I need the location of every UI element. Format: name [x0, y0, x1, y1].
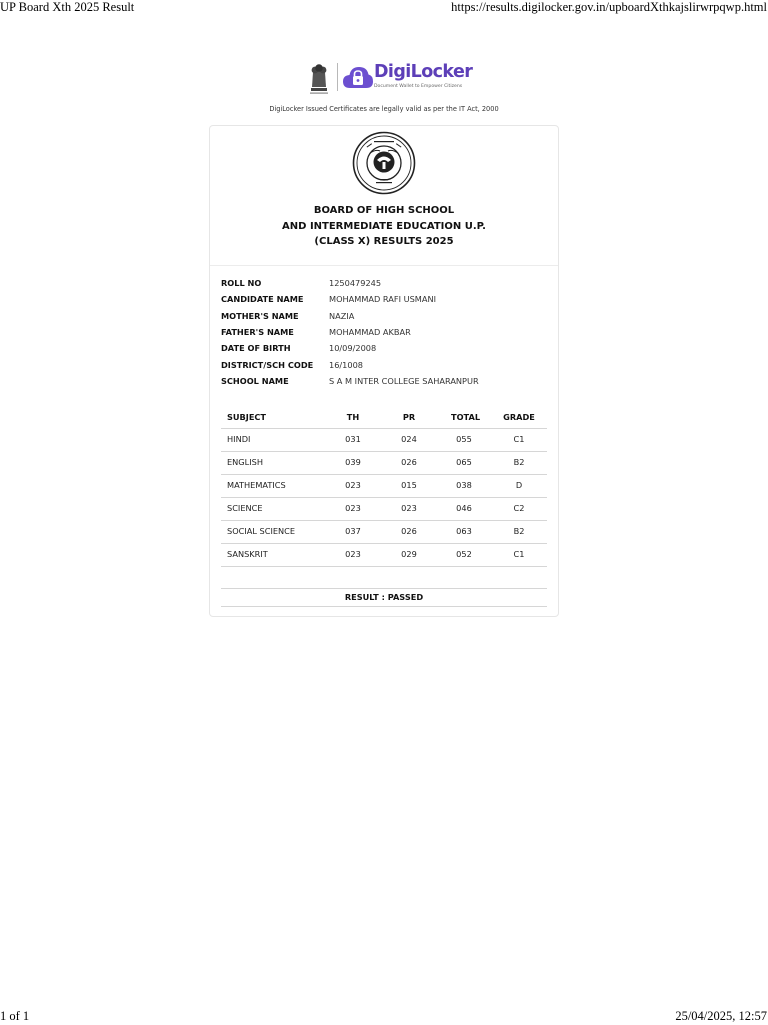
grade-cell: C1: [513, 434, 525, 444]
grade-cell: B2: [513, 526, 525, 536]
practical-marks-cell: 026: [401, 526, 417, 536]
theory-marks-cell: 037: [345, 526, 361, 536]
column-header-grade: GRADE: [503, 412, 535, 422]
info-value: 16/1008: [329, 360, 364, 370]
subject-cell: SCIENCE: [227, 503, 263, 513]
page-title: UP Board Xth 2025 Result: [0, 0, 135, 14]
grade-cell: D: [515, 480, 523, 490]
practical-marks-cell: 029: [401, 549, 417, 559]
print-footer: [0, 1009, 768, 1025]
practical-marks-cell: 015: [401, 480, 417, 490]
column-header-pr: PR: [402, 412, 416, 422]
practical-marks-cell: 023: [401, 503, 417, 513]
info-label: CANDIDATE NAME: [221, 294, 304, 304]
theory-marks-cell: 023: [345, 549, 361, 559]
table-row: [221, 543, 547, 567]
info-label: FATHER'S NAME: [221, 327, 294, 337]
info-value: 1250479245: [329, 278, 382, 288]
grade-cell: C2: [513, 503, 525, 513]
result-status: RESULT : PASSED: [221, 588, 547, 607]
page-counter: 1 of 1: [0, 1009, 30, 1023]
column-header-total: TOTAL: [451, 412, 481, 422]
total-marks-cell: 052: [456, 549, 472, 559]
board-title: [210, 203, 558, 250]
practical-marks-cell: 026: [401, 457, 417, 467]
board-title-line-2: AND INTERMEDIATE EDUCATION U.P.: [282, 220, 486, 232]
theory-marks-cell: 031: [345, 434, 361, 444]
print-header: [0, 0, 768, 16]
brand-tagline: Document Wallet to Empower Citizens: [374, 84, 463, 89]
theory-marks-cell: 023: [345, 503, 361, 513]
result-card: [209, 125, 559, 617]
info-label: DISTRICT/SCH CODE: [221, 360, 314, 370]
table-row: [221, 520, 547, 544]
table-row: [221, 497, 547, 521]
column-header-subject: SUBJECT: [227, 412, 267, 422]
info-value: MOHAMMAD RAFI USMANI: [329, 294, 436, 304]
info-label: DATE OF BIRTH: [221, 343, 291, 353]
digilocker-logo: [306, 60, 473, 96]
legal-validity-note: DigiLocker Issued Certificates are legally valid as per the IT Act, 2000: [269, 105, 499, 113]
board-seal-icon: [352, 131, 416, 195]
grade-cell: C1: [513, 549, 525, 559]
info-value: MOHAMMAD AKBAR: [329, 327, 411, 337]
total-marks-cell: 046: [456, 503, 472, 513]
grade-cell: B2: [513, 457, 525, 467]
table-row: [221, 451, 547, 475]
subject-cell: MATHEMATICS: [227, 480, 286, 490]
column-header-th: TH: [346, 412, 360, 422]
total-marks-cell: 055: [456, 434, 472, 444]
total-marks-cell: 063: [456, 526, 472, 536]
subject-cell: ENGLISH: [227, 457, 263, 467]
subject-cell: SOCIAL SCIENCE: [227, 526, 296, 536]
info-label: ROLL NO: [221, 278, 262, 288]
info-value: NAZIA: [329, 311, 355, 321]
brand-name: DigiLocker: [374, 62, 473, 82]
board-title-line-3: (CLASS X) RESULTS 2025: [314, 236, 454, 247]
info-label: SCHOOL NAME: [221, 376, 289, 386]
national-emblem-icon: [306, 60, 332, 96]
practical-marks-cell: 024: [401, 434, 417, 444]
logo-divider: [337, 63, 338, 91]
total-marks-cell: 038: [456, 480, 472, 490]
table-row: [221, 474, 547, 498]
card-header: [210, 126, 558, 266]
marks-table-header: [221, 406, 547, 429]
table-row: [221, 428, 547, 452]
info-label: MOTHER'S NAME: [221, 311, 299, 321]
subject-cell: SANSKRIT: [227, 549, 268, 559]
info-value: S A M INTER COLLEGE SAHARANPUR: [329, 376, 479, 386]
info-value: 10/09/2008: [329, 343, 377, 353]
cloud-lock-icon: [342, 64, 374, 92]
print-datetime: 25/04/2025, 12:57: [675, 1009, 767, 1023]
total-marks-cell: 065: [456, 457, 472, 467]
theory-marks-cell: 023: [345, 480, 361, 490]
page-url: https://results.digilocker.gov.in/upboardXthkajslirwrpqwp.html: [451, 0, 767, 14]
theory-marks-cell: 039: [345, 457, 361, 467]
subject-cell: HINDI: [227, 434, 251, 444]
board-title-line-1: BOARD OF HIGH SCHOOL: [313, 205, 455, 216]
